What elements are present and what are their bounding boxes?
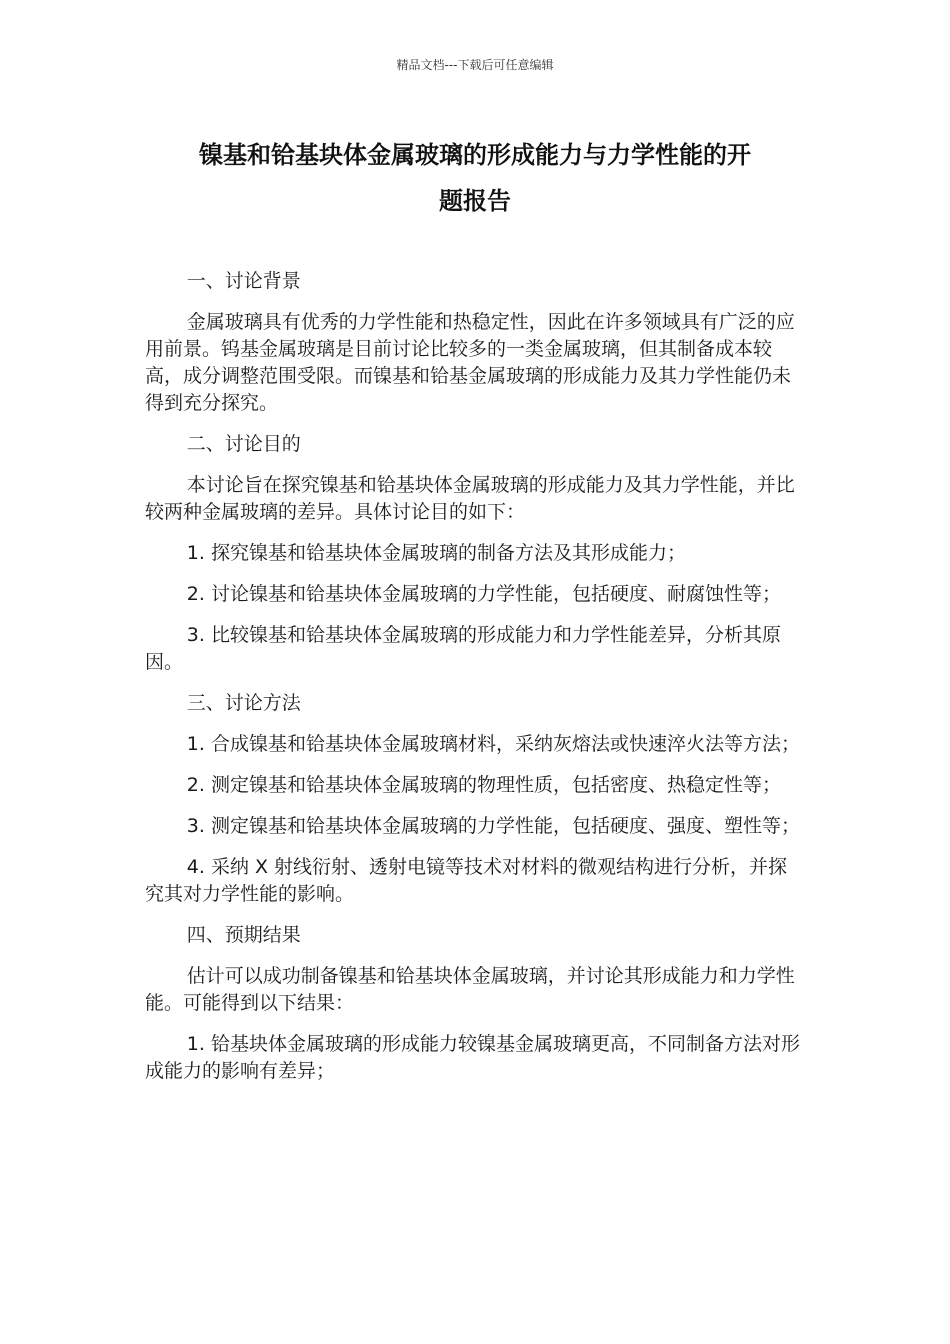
document-title — [140, 132, 810, 224]
title-line-2: 题报告 — [439, 187, 511, 215]
section-heading-purpose: 二、讨论目的 — [186, 433, 301, 455]
method-item: 2. 测定镍基和铪基块体金属玻璃的物理性质，包括密度、热稳定性等； — [186, 774, 781, 796]
result-item: 1. 铪基块体金属玻璃的形成能力较镍基金属玻璃更高，不同制备方法对形成能力的影响有差异； — [145, 1033, 800, 1082]
title-line-1: 镍基和铪基块体金属玻璃的形成能力与力学性能的开 — [199, 141, 751, 169]
purpose-item: 1. 探究镍基和铪基块体金属玻璃的制备方法及其形成能力； — [186, 542, 686, 564]
method-item: 4. 采纳 X 射线衍射、透射电镜等技术对材料的微观结构进行分析，并探究其对力学性能的影响。 — [145, 856, 788, 905]
section-heading-background: 一、讨论背景 — [186, 270, 301, 292]
background-paragraph: 金属玻璃具有优秀的力学性能和热稳定性，因此在许多领域具有广泛的应用前景。钨基金属玻璃是目前讨论比较多的一类金属玻璃，但其制备成本较高，成分调整范围受限。而镍基和铪基金属玻璃的形成能力及其力学性能仍未得到充分探究。 — [145, 311, 795, 414]
purpose-item: 3. 比较镍基和铪基块体金属玻璃的形成能力和力学性能差异，分析其原因。 — [145, 624, 781, 673]
purpose-item: 2. 讨论镍基和铪基块体金属玻璃的力学性能，包括硬度、耐腐蚀性等； — [186, 583, 781, 605]
method-item: 3. 测定镍基和铪基块体金属玻璃的力学性能，包括硬度、强度、塑性等； — [186, 815, 800, 837]
results-paragraph: 估计可以成功制备镍基和铪基块体金属玻璃，并讨论其形成能力和力学性能。可能得到以下结果： — [145, 965, 795, 1014]
section-heading-results: 四、预期结果 — [186, 924, 301, 946]
purpose-paragraph: 本讨论旨在探究镍基和铪基块体金属玻璃的形成能力及其力学性能，并比较两种金属玻璃的差异。具体讨论目的如下： — [145, 474, 795, 523]
method-item: 1. 合成镍基和铪基块体金属玻璃材料，采纳灰熔法或快速淬火法等方法； — [186, 733, 800, 755]
document-body — [145, 268, 803, 1099]
page-header: 精品文档---下载后可任意编辑 — [396, 58, 554, 72]
section-heading-methods: 三、讨论方法 — [186, 692, 301, 714]
